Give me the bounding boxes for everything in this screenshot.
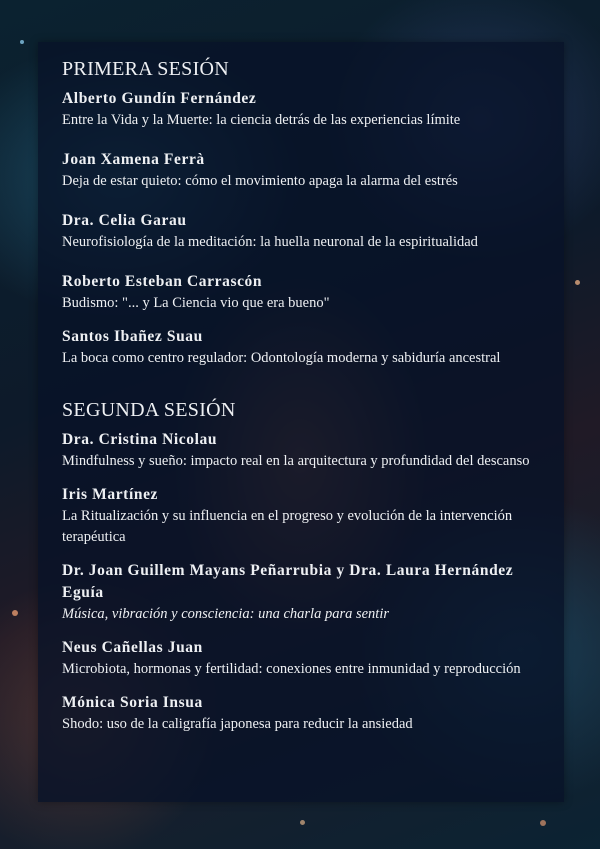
talk-topic: Mindfulness y sueño: impacto real en la arquitectura y profundidad del descanso: [62, 453, 530, 469]
background-bokeh: [575, 280, 580, 285]
speaker-name: Mónica Soria Insua: [62, 694, 203, 711]
talk-item: [62, 271, 542, 314]
background-bokeh: [20, 40, 24, 44]
talk-topic: Microbiota, hormonas y fertilidad: conexiones entre inmunidad y reproducción: [62, 661, 521, 677]
talk-topic: La boca como centro regulador: Odontología moderna y sabiduría ancestral: [62, 350, 501, 366]
talk-topic: Budismo: "... y La Ciencia vio que era bueno": [62, 295, 330, 311]
talk-item: [62, 692, 542, 735]
talk-topic: Shodo: uso de la caligrafía japonesa para reducir la ansiedad: [62, 716, 413, 732]
talk-topic: Música, vibración y consciencia: una charla para sentir: [62, 606, 389, 622]
talk-item: [62, 637, 542, 680]
speaker-name: Joan Xamena Ferrà: [62, 151, 205, 168]
speaker-name: Dr. Joan Guillem Mayans Peñarrubia y Dra. Laura Hernández Eguía: [62, 562, 514, 601]
session-title-primera: PRIMERA SESIÓN: [62, 58, 230, 80]
talk-item: [62, 429, 542, 472]
talk-item: [62, 484, 542, 548]
background-bokeh: [300, 820, 305, 825]
background-bokeh: [540, 820, 546, 826]
talk-item: [62, 560, 542, 625]
speaker-name: Roberto Esteban Carrascón: [62, 273, 263, 290]
speaker-name: Dra. Cristina Nicolau: [62, 431, 218, 448]
background-bokeh: [12, 610, 18, 616]
speaker-name: Alberto Gundín Fernández: [62, 90, 257, 107]
talk-topic: Deja de estar quieto: cómo el movimiento apaga la alarma del estrés: [62, 173, 458, 189]
talk-item: [62, 88, 542, 131]
speaker-name: Neus Cañellas Juan: [62, 639, 203, 656]
speaker-name: Iris Martínez: [62, 486, 159, 503]
session-title-segunda: SEGUNDA SESIÓN: [62, 399, 236, 421]
speaker-name: Santos Ibañez Suau: [62, 328, 203, 345]
speaker-name: Dra. Celia Garau: [62, 212, 187, 229]
talk-item: [62, 326, 542, 369]
talk-topic: Entre la Vida y la Muerte: la ciencia detrás de las experiencias límite: [62, 112, 461, 128]
talk-item: [62, 210, 542, 253]
talk-item: [62, 149, 542, 192]
talk-topic: Neurofisiología de la meditación: la huella neuronal de la espiritualidad: [62, 234, 478, 250]
talk-topic: La Ritualización y su influencia en el progreso y evolución de la intervención terapéutica: [62, 508, 513, 545]
program-content: [62, 56, 542, 747]
